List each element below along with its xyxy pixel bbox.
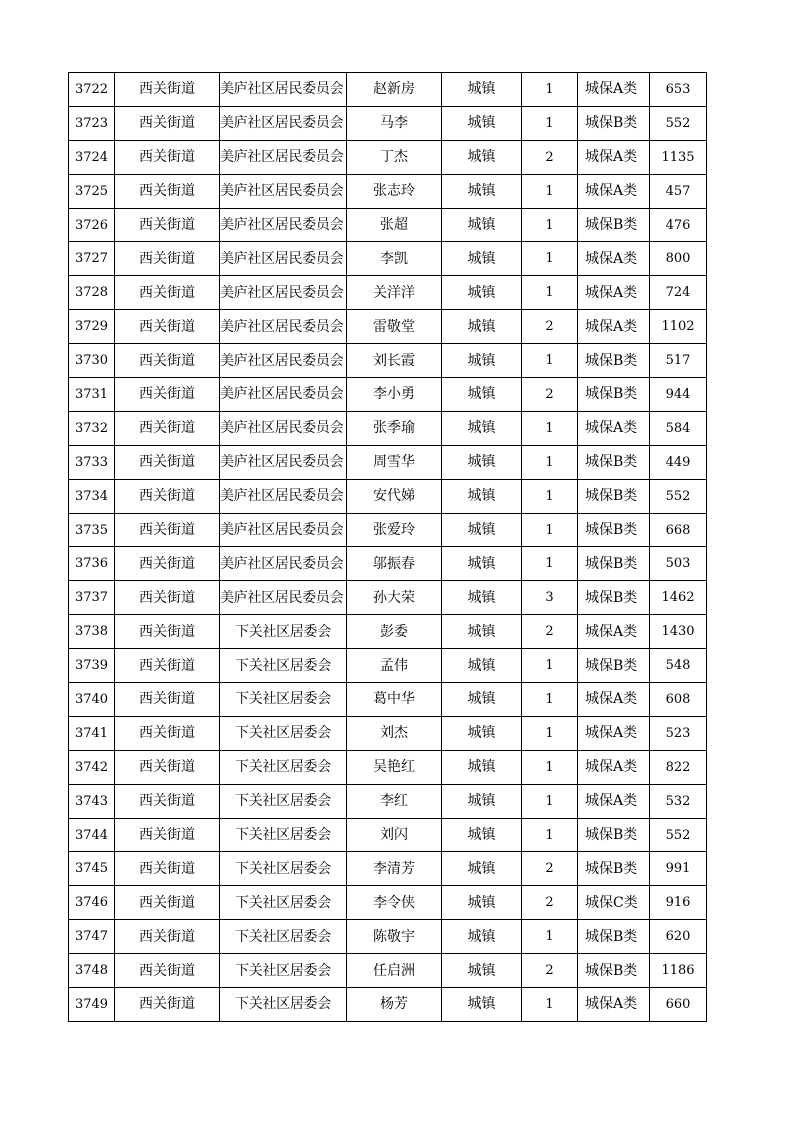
cell-insurance-category: 城保B类 [578,106,650,140]
cell-community: 下关社区居委会 [220,615,347,649]
cell-community: 美庐社区居民委员会 [220,73,347,107]
cell-serial-number: 3727 [69,242,115,276]
cell-area-type: 城镇 [442,513,522,547]
cell-amount: 532 [650,784,707,818]
cell-person-name: 邬振春 [347,547,442,581]
table-row [69,140,707,174]
cell-serial-number: 3728 [69,276,115,310]
table-row [69,852,707,886]
cell-serial-number: 3743 [69,784,115,818]
table-row [69,276,707,310]
cell-serial-number: 3740 [69,683,115,717]
cell-insurance-category: 城保B类 [578,852,650,886]
cell-household-size: 1 [522,513,578,547]
cell-street: 西关街道 [115,818,220,852]
cell-serial-number: 3725 [69,174,115,208]
cell-street: 西关街道 [115,886,220,920]
cell-street: 西关街道 [115,208,220,242]
cell-street: 西关街道 [115,547,220,581]
cell-insurance-category: 城保A类 [578,242,650,276]
cell-area-type: 城镇 [442,920,522,954]
cell-community: 下关社区居委会 [220,784,347,818]
cell-area-type: 城镇 [442,818,522,852]
cell-street: 西关街道 [115,954,220,988]
cell-insurance-category: 城保A类 [578,750,650,784]
cell-serial-number: 3739 [69,649,115,683]
cell-household-size: 1 [522,276,578,310]
cell-person-name: 张季瑜 [347,411,442,445]
cell-household-size: 3 [522,581,578,615]
table-row [69,106,707,140]
cell-amount: 944 [650,378,707,412]
cell-community: 下关社区居委会 [220,852,347,886]
cell-street: 西关街道 [115,445,220,479]
cell-serial-number: 3724 [69,140,115,174]
cell-serial-number: 3735 [69,513,115,547]
cell-community: 下关社区居委会 [220,920,347,954]
cell-person-name: 安代娣 [347,479,442,513]
cell-insurance-category: 城保B类 [578,513,650,547]
cell-amount: 548 [650,649,707,683]
table-row [69,445,707,479]
cell-household-size: 1 [522,750,578,784]
cell-household-size: 2 [522,140,578,174]
cell-person-name: 关洋洋 [347,276,442,310]
cell-street: 西关街道 [115,106,220,140]
cell-community: 美庐社区居民委员会 [220,445,347,479]
cell-amount: 584 [650,411,707,445]
cell-amount: 1430 [650,615,707,649]
table-row [69,73,707,107]
cell-community: 美庐社区居民委员会 [220,479,347,513]
cell-household-size: 1 [522,411,578,445]
cell-area-type: 城镇 [442,716,522,750]
cell-amount: 991 [650,852,707,886]
table-row [69,479,707,513]
cell-amount: 523 [650,716,707,750]
cell-street: 西关街道 [115,242,220,276]
cell-street: 西关街道 [115,174,220,208]
cell-household-size: 1 [522,445,578,479]
cell-area-type: 城镇 [442,73,522,107]
cell-street: 西关街道 [115,988,220,1022]
cell-area-type: 城镇 [442,649,522,683]
cell-insurance-category: 城保A类 [578,411,650,445]
table-row [69,818,707,852]
table-row [69,174,707,208]
cell-area-type: 城镇 [442,750,522,784]
cell-community: 美庐社区居民委员会 [220,242,347,276]
cell-street: 西关街道 [115,750,220,784]
cell-serial-number: 3731 [69,378,115,412]
cell-area-type: 城镇 [442,344,522,378]
cell-insurance-category: 城保B类 [578,547,650,581]
cell-amount: 517 [650,344,707,378]
cell-person-name: 吴艳红 [347,750,442,784]
cell-community: 下关社区居委会 [220,818,347,852]
cell-household-size: 1 [522,649,578,683]
beneficiary-table [68,72,707,1022]
cell-area-type: 城镇 [442,683,522,717]
cell-serial-number: 3730 [69,344,115,378]
cell-street: 西关街道 [115,310,220,344]
cell-person-name: 孟伟 [347,649,442,683]
cell-community: 下关社区居委会 [220,954,347,988]
cell-person-name: 刘闪 [347,818,442,852]
cell-serial-number: 3737 [69,581,115,615]
table-row [69,886,707,920]
cell-household-size: 2 [522,852,578,886]
table-body [69,73,707,1022]
cell-person-name: 张志玲 [347,174,442,208]
cell-community: 美庐社区居民委员会 [220,208,347,242]
cell-insurance-category: 城保A类 [578,276,650,310]
cell-area-type: 城镇 [442,784,522,818]
table-row [69,547,707,581]
cell-insurance-category: 城保A类 [578,73,650,107]
cell-insurance-category: 城保A类 [578,140,650,174]
cell-person-name: 李凯 [347,242,442,276]
cell-insurance-category: 城保B类 [578,378,650,412]
cell-serial-number: 3745 [69,852,115,886]
cell-household-size: 1 [522,784,578,818]
cell-serial-number: 3723 [69,106,115,140]
cell-insurance-category: 城保B类 [578,818,650,852]
table-row [69,411,707,445]
cell-amount: 457 [650,174,707,208]
cell-household-size: 1 [522,479,578,513]
cell-insurance-category: 城保B类 [578,954,650,988]
cell-insurance-category: 城保B类 [578,445,650,479]
table-row [69,920,707,954]
cell-household-size: 1 [522,716,578,750]
table-row [69,310,707,344]
cell-community: 美庐社区居民委员会 [220,106,347,140]
table-row [69,242,707,276]
cell-area-type: 城镇 [442,581,522,615]
cell-household-size: 1 [522,106,578,140]
cell-person-name: 刘杰 [347,716,442,750]
cell-area-type: 城镇 [442,174,522,208]
cell-household-size: 1 [522,683,578,717]
cell-amount: 1102 [650,310,707,344]
cell-serial-number: 3746 [69,886,115,920]
cell-amount: 800 [650,242,707,276]
cell-amount: 724 [650,276,707,310]
cell-household-size: 2 [522,886,578,920]
table-row [69,344,707,378]
table-row [69,513,707,547]
cell-person-name: 孙大荣 [347,581,442,615]
cell-community: 美庐社区居民委员会 [220,174,347,208]
cell-street: 西关街道 [115,479,220,513]
cell-amount: 476 [650,208,707,242]
cell-street: 西关街道 [115,716,220,750]
cell-household-size: 1 [522,920,578,954]
cell-household-size: 2 [522,954,578,988]
cell-amount: 449 [650,445,707,479]
cell-community: 美庐社区居民委员会 [220,411,347,445]
cell-person-name: 葛中华 [347,683,442,717]
cell-serial-number: 3726 [69,208,115,242]
cell-street: 西关街道 [115,784,220,818]
cell-community: 美庐社区居民委员会 [220,276,347,310]
cell-area-type: 城镇 [442,106,522,140]
cell-insurance-category: 城保B类 [578,344,650,378]
table-row [69,378,707,412]
cell-household-size: 1 [522,242,578,276]
cell-area-type: 城镇 [442,445,522,479]
cell-street: 西关街道 [115,581,220,615]
cell-serial-number: 3733 [69,445,115,479]
cell-area-type: 城镇 [442,954,522,988]
cell-street: 西关街道 [115,140,220,174]
cell-serial-number: 3744 [69,818,115,852]
cell-person-name: 陈敬宇 [347,920,442,954]
cell-street: 西关街道 [115,73,220,107]
cell-household-size: 1 [522,174,578,208]
cell-household-size: 1 [522,547,578,581]
cell-serial-number: 3738 [69,615,115,649]
cell-person-name: 张超 [347,208,442,242]
cell-amount: 822 [650,750,707,784]
cell-household-size: 1 [522,344,578,378]
cell-insurance-category: 城保A类 [578,174,650,208]
cell-insurance-category: 城保A类 [578,310,650,344]
cell-insurance-category: 城保A类 [578,716,650,750]
cell-community: 美庐社区居民委员会 [220,344,347,378]
cell-person-name: 彭委 [347,615,442,649]
cell-community: 美庐社区居民委员会 [220,378,347,412]
cell-person-name: 马李 [347,106,442,140]
cell-serial-number: 3729 [69,310,115,344]
cell-community: 美庐社区居民委员会 [220,581,347,615]
cell-insurance-category: 城保A类 [578,615,650,649]
cell-person-name: 李令侠 [347,886,442,920]
cell-amount: 1135 [650,140,707,174]
table-row [69,683,707,717]
table-row [69,615,707,649]
cell-amount: 608 [650,683,707,717]
cell-person-name: 丁杰 [347,140,442,174]
cell-person-name: 任启洲 [347,954,442,988]
cell-area-type: 城镇 [442,988,522,1022]
cell-street: 西关街道 [115,683,220,717]
cell-household-size: 2 [522,310,578,344]
cell-serial-number: 3722 [69,73,115,107]
cell-amount: 668 [650,513,707,547]
table-row [69,954,707,988]
cell-amount: 916 [650,886,707,920]
cell-person-name: 赵新房 [347,73,442,107]
cell-area-type: 城镇 [442,140,522,174]
cell-community: 美庐社区居民委员会 [220,513,347,547]
cell-area-type: 城镇 [442,276,522,310]
cell-community: 下关社区居委会 [220,988,347,1022]
cell-insurance-category: 城保A类 [578,683,650,717]
cell-person-name: 李红 [347,784,442,818]
cell-community: 美庐社区居民委员会 [220,310,347,344]
cell-area-type: 城镇 [442,852,522,886]
cell-insurance-category: 城保A类 [578,988,650,1022]
cell-area-type: 城镇 [442,242,522,276]
cell-household-size: 1 [522,988,578,1022]
cell-insurance-category: 城保C类 [578,886,650,920]
cell-street: 西关街道 [115,615,220,649]
cell-amount: 1462 [650,581,707,615]
cell-street: 西关街道 [115,920,220,954]
table-row [69,649,707,683]
cell-household-size: 1 [522,818,578,852]
cell-person-name: 雷敬堂 [347,310,442,344]
table-row [69,784,707,818]
cell-person-name: 杨芳 [347,988,442,1022]
cell-amount: 552 [650,106,707,140]
cell-person-name: 刘长霞 [347,344,442,378]
cell-street: 西关街道 [115,344,220,378]
table-row [69,988,707,1022]
cell-area-type: 城镇 [442,411,522,445]
cell-household-size: 1 [522,73,578,107]
cell-area-type: 城镇 [442,208,522,242]
table-row [69,581,707,615]
cell-amount: 552 [650,818,707,852]
cell-area-type: 城镇 [442,378,522,412]
cell-area-type: 城镇 [442,310,522,344]
cell-community: 下关社区居委会 [220,886,347,920]
cell-insurance-category: 城保B类 [578,208,650,242]
cell-amount: 552 [650,479,707,513]
cell-amount: 503 [650,547,707,581]
cell-street: 西关街道 [115,513,220,547]
cell-street: 西关街道 [115,276,220,310]
cell-community: 下关社区居委会 [220,683,347,717]
cell-insurance-category: 城保B类 [578,649,650,683]
cell-serial-number: 3734 [69,479,115,513]
cell-household-size: 2 [522,615,578,649]
cell-area-type: 城镇 [442,615,522,649]
cell-serial-number: 3742 [69,750,115,784]
cell-person-name: 李小勇 [347,378,442,412]
cell-person-name: 张爱玲 [347,513,442,547]
cell-amount: 1186 [650,954,707,988]
cell-insurance-category: 城保B类 [578,581,650,615]
cell-street: 西关街道 [115,649,220,683]
cell-area-type: 城镇 [442,886,522,920]
cell-amount: 620 [650,920,707,954]
table-row [69,750,707,784]
cell-household-size: 2 [522,378,578,412]
cell-insurance-category: 城保B类 [578,479,650,513]
cell-community: 美庐社区居民委员会 [220,547,347,581]
cell-street: 西关街道 [115,852,220,886]
cell-amount: 653 [650,73,707,107]
cell-community: 美庐社区居民委员会 [220,140,347,174]
cell-insurance-category: 城保B类 [578,920,650,954]
cell-amount: 660 [650,988,707,1022]
cell-area-type: 城镇 [442,479,522,513]
cell-serial-number: 3741 [69,716,115,750]
cell-serial-number: 3748 [69,954,115,988]
cell-household-size: 1 [522,208,578,242]
cell-serial-number: 3732 [69,411,115,445]
cell-area-type: 城镇 [442,547,522,581]
cell-street: 西关街道 [115,411,220,445]
cell-street: 西关街道 [115,378,220,412]
cell-person-name: 李清芳 [347,852,442,886]
cell-person-name: 周雪华 [347,445,442,479]
table-row [69,716,707,750]
cell-insurance-category: 城保A类 [578,784,650,818]
table-row [69,208,707,242]
cell-serial-number: 3736 [69,547,115,581]
cell-community: 下关社区居委会 [220,750,347,784]
cell-serial-number: 3747 [69,920,115,954]
cell-serial-number: 3749 [69,988,115,1022]
cell-community: 下关社区居委会 [220,649,347,683]
cell-community: 下关社区居委会 [220,716,347,750]
